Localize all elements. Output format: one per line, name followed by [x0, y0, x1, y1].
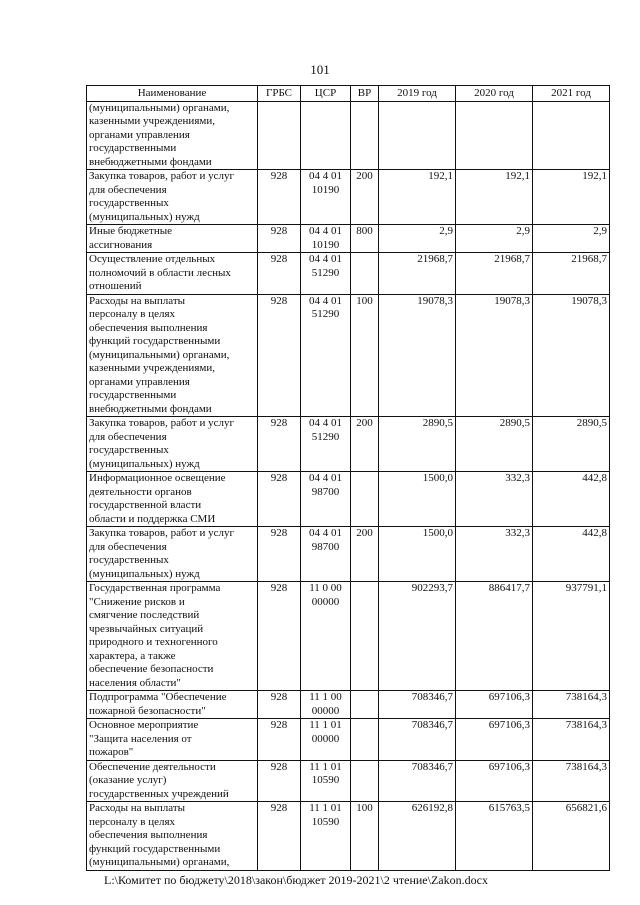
cell-name: [87, 527, 258, 582]
cell-2020: 192,1: [456, 170, 533, 225]
cell-2020: 697106,3: [456, 719, 533, 761]
cell-name-line: (муниципальными) органами,: [89, 856, 230, 868]
cell-csr-line: 00000: [311, 704, 340, 717]
cell-name-line: Закупка товаров, работ и услуг: [89, 170, 234, 182]
cell-2019: 708346,7: [379, 760, 456, 802]
cell-name-line: Иные бюджетные: [89, 225, 173, 237]
cell-name-line: обеспечения выполнения: [89, 829, 208, 841]
cell-2021: 738164,3: [533, 691, 610, 719]
column-header-csr: ЦСР: [301, 86, 351, 102]
column-header-grbs: ГРБС: [258, 86, 301, 102]
cell-2021: 738164,3: [533, 719, 610, 761]
cell-name-line: (муниципальных) нужд: [89, 210, 200, 223]
cell-2020: 886417,7: [456, 582, 533, 691]
cell-vr: 200: [351, 417, 379, 472]
cell-name-line: населения области": [89, 676, 181, 689]
cell-name: [87, 253, 258, 295]
cell-name-line: государственных: [89, 197, 169, 209]
cell-2019: 626192,8: [379, 802, 456, 871]
cell-2019: 2890,5: [379, 417, 456, 472]
cell-name-line: (муниципальными) органами,: [89, 348, 230, 361]
cell-2019: 2,9: [379, 225, 456, 253]
cell-vr: [351, 582, 379, 691]
cell-name-line: "Снижение рисков и: [89, 595, 185, 608]
table-row: [87, 802, 610, 871]
table-row: [87, 472, 610, 527]
cell-2020: 332,3: [456, 472, 533, 527]
cell-grbs: 928: [258, 294, 301, 417]
table-row: [87, 582, 610, 691]
cell-name-line: пожарной безопасности": [89, 704, 206, 717]
cell-name: [87, 719, 258, 761]
cell-grbs: 928: [258, 719, 301, 761]
cell-csr-line: 10190: [311, 183, 340, 196]
cell-2020: 2,9: [456, 225, 533, 253]
cell-name: [87, 582, 258, 691]
cell-name-line: для обеспечения: [89, 183, 167, 196]
cell-name-line: функций государственными: [89, 842, 221, 855]
column-header-vr: ВР: [351, 86, 379, 102]
cell-csr: [301, 225, 351, 253]
cell-name-line: Закупка товаров, работ и услуг: [89, 527, 234, 539]
table-row: [87, 760, 610, 802]
cell-2020: 615763,5: [456, 802, 533, 871]
cell-csr-line: 04 4 01: [309, 253, 342, 265]
cell-name-line: (муниципальных) нужд: [89, 457, 200, 470]
cell-2020: [456, 101, 533, 170]
cell-name-line: обеспечения выполнения: [89, 321, 208, 334]
cell-2021: 192,1: [533, 170, 610, 225]
cell-grbs: 928: [258, 253, 301, 295]
table-row: [87, 527, 610, 582]
cell-grbs: 928: [258, 225, 301, 253]
cell-csr: [301, 101, 351, 170]
cell-2021: [533, 101, 610, 170]
cell-csr-line: 51290: [311, 266, 340, 279]
cell-name-line: функций государственными: [89, 335, 221, 347]
cell-vr: [351, 253, 379, 295]
cell-name-line: государственными: [89, 389, 177, 401]
cell-csr: [301, 582, 351, 691]
cell-name-line: государственной власти: [89, 499, 202, 511]
cell-csr-line: 10590: [311, 815, 340, 828]
table-header-row: [87, 86, 610, 102]
cell-grbs: 928: [258, 472, 301, 527]
cell-name: [87, 691, 258, 719]
cell-name-line: чрезвычайных ситуаций: [89, 622, 204, 635]
cell-grbs: 928: [258, 417, 301, 472]
cell-name-line: для обеспечения: [89, 540, 167, 553]
table-row: [87, 101, 610, 170]
cell-2020: 19078,3: [456, 294, 533, 417]
cell-name: [87, 170, 258, 225]
cell-name-line: (оказание услуг): [89, 774, 167, 786]
cell-2020: 332,3: [456, 527, 533, 582]
cell-csr-line: 04 4 01: [309, 294, 342, 307]
cell-2021: 2890,5: [533, 417, 610, 472]
cell-name-line: "Защита населения от: [89, 732, 192, 745]
cell-name-line: ассигнования: [89, 238, 153, 251]
cell-name-line: обеспечение безопасности: [89, 663, 214, 675]
cell-name-line: внебюджетными фондами: [89, 155, 212, 168]
cell-name-line: Подпрограмма "Обеспечение: [89, 691, 227, 703]
cell-name-line: Осуществление отдельных: [89, 253, 216, 265]
cell-csr-line: 11 1 00: [309, 691, 342, 703]
cell-grbs: 928: [258, 691, 301, 719]
cell-2019: [379, 101, 456, 170]
page-number: 101: [310, 62, 330, 77]
cell-grbs: 928: [258, 170, 301, 225]
table-row: [87, 691, 610, 719]
cell-name-line: Основное мероприятие: [89, 719, 199, 731]
cell-name: [87, 225, 258, 253]
cell-2019: 21968,7: [379, 253, 456, 295]
cell-grbs: 928: [258, 527, 301, 582]
cell-csr-line: 98700: [311, 485, 340, 498]
cell-vr: [351, 760, 379, 802]
cell-name-line: пожаров": [89, 746, 134, 758]
cell-name-line: государственными: [89, 142, 177, 154]
cell-vr: [351, 101, 379, 170]
cell-vr: 100: [351, 294, 379, 417]
cell-csr-line: 10590: [311, 774, 340, 786]
cell-name-line: казенными учреждениями,: [89, 362, 215, 374]
cell-2021: 19078,3: [533, 294, 610, 417]
cell-2019: 708346,7: [379, 691, 456, 719]
cell-name-line: внебюджетными фондами: [89, 402, 212, 415]
cell-2021: 937791,1: [533, 582, 610, 691]
cell-csr-line: 11 1 01: [309, 719, 342, 731]
cell-name-line: отношений: [89, 280, 142, 292]
table-row: [87, 719, 610, 761]
cell-grbs: [258, 101, 301, 170]
cell-2019: 19078,3: [379, 294, 456, 417]
cell-name-line: государственных: [89, 554, 169, 566]
cell-vr: [351, 691, 379, 719]
cell-name-line: деятельности органов: [89, 485, 192, 498]
cell-2021: 656821,6: [533, 802, 610, 871]
cell-grbs: 928: [258, 760, 301, 802]
budget-table: [86, 85, 610, 871]
cell-grbs: 928: [258, 802, 301, 871]
cell-2020: 697106,3: [456, 760, 533, 802]
cell-csr-line: 04 4 01: [309, 225, 342, 237]
cell-name: [87, 760, 258, 802]
cell-csr-line: 10190: [311, 238, 340, 251]
cell-csr: [301, 802, 351, 871]
cell-vr: [351, 719, 379, 761]
cell-csr-line: 51290: [311, 308, 340, 320]
column-header-2020: 2020 год: [456, 86, 533, 102]
cell-2019: 1500,0: [379, 472, 456, 527]
cell-csr: [301, 472, 351, 527]
cell-name-line: смягчение последствий: [89, 609, 200, 621]
table-row: [87, 225, 610, 253]
cell-2020: 21968,7: [456, 253, 533, 295]
cell-name-line: органами управления: [89, 128, 190, 141]
cell-csr-line: 11 1 01: [309, 760, 342, 773]
cell-vr: 800: [351, 225, 379, 253]
cell-2019: 192,1: [379, 170, 456, 225]
cell-csr-line: 00000: [311, 595, 340, 608]
cell-csr-line: 04 4 01: [309, 472, 342, 484]
cell-grbs: 928: [258, 582, 301, 691]
cell-name-line: Расходы на выплаты: [89, 294, 186, 307]
cell-csr-line: 11 0 00: [309, 582, 342, 594]
cell-2020: 2890,5: [456, 417, 533, 472]
cell-csr: [301, 527, 351, 582]
cell-2021: 442,8: [533, 472, 610, 527]
cell-csr: [301, 253, 351, 295]
cell-vr: 200: [351, 170, 379, 225]
cell-name-line: персоналу в целях: [89, 815, 176, 828]
cell-vr: 100: [351, 802, 379, 871]
table-row: [87, 294, 610, 417]
cell-name-line: полномочий в области лесных: [89, 266, 231, 279]
table-row: [87, 253, 610, 295]
cell-2021: 738164,3: [533, 760, 610, 802]
cell-csr: [301, 294, 351, 417]
column-header-2021: 2021 год: [533, 86, 610, 102]
cell-name-line: для обеспечения: [89, 430, 167, 443]
cell-csr-line: 04 4 01: [309, 417, 342, 429]
cell-csr: [301, 760, 351, 802]
cell-name-line: Государственная программа: [89, 582, 221, 594]
cell-csr-line: 04 4 01: [309, 170, 342, 182]
cell-name-line: (муниципальных) нужд: [89, 567, 200, 580]
cell-name-line: Расходы на выплаты: [89, 802, 186, 814]
cell-csr-line: 04 4 01: [309, 527, 342, 539]
cell-csr: [301, 170, 351, 225]
cell-2019: 1500,0: [379, 527, 456, 582]
cell-2021: 21968,7: [533, 253, 610, 295]
cell-name-line: казенными учреждениями,: [89, 115, 215, 127]
cell-name-line: характера, а также: [89, 649, 176, 662]
cell-csr-line: 11 1 01: [309, 802, 342, 814]
cell-name: [87, 294, 258, 417]
cell-csr-line: 98700: [311, 540, 340, 553]
table-row: [87, 417, 610, 472]
cell-name: [87, 802, 258, 871]
cell-name: [87, 101, 258, 170]
cell-2021: 442,8: [533, 527, 610, 582]
cell-name-line: государственных учреждений: [89, 787, 229, 800]
cell-name: [87, 472, 258, 527]
cell-csr-line: 51290: [311, 430, 340, 443]
cell-vr: 200: [351, 527, 379, 582]
cell-name-line: государственных: [89, 444, 169, 456]
cell-csr: [301, 719, 351, 761]
cell-csr: [301, 417, 351, 472]
column-header-2019: 2019 год: [379, 86, 456, 102]
cell-2020: 697106,3: [456, 691, 533, 719]
cell-name-line: области и поддержка СМИ: [89, 512, 216, 525]
cell-name-line: органами управления: [89, 375, 190, 388]
cell-name-line: Информационное освещение: [89, 472, 226, 484]
table-row: [87, 170, 610, 225]
cell-name-line: Закупка товаров, работ и услуг: [89, 417, 234, 429]
cell-2019: 902293,7: [379, 582, 456, 691]
column-header-name: Наименование: [87, 86, 258, 102]
cell-2019: 708346,7: [379, 719, 456, 761]
cell-csr: [301, 691, 351, 719]
cell-name-line: Обеспечение деятельности: [89, 760, 216, 773]
cell-2021: 2,9: [533, 225, 610, 253]
cell-name-line: персоналу в целях: [89, 308, 176, 320]
cell-name-line: природного и техногенного: [89, 636, 218, 648]
cell-vr: [351, 472, 379, 527]
cell-name-line: (муниципальными) органами,: [89, 101, 230, 114]
cell-name: [87, 417, 258, 472]
cell-csr-line: 00000: [311, 732, 340, 745]
file-path-footer: L:\Комитет по бюджету\2018\закон\бюджет 2019-2021\2 чтение\Zakon.docx: [104, 873, 488, 887]
